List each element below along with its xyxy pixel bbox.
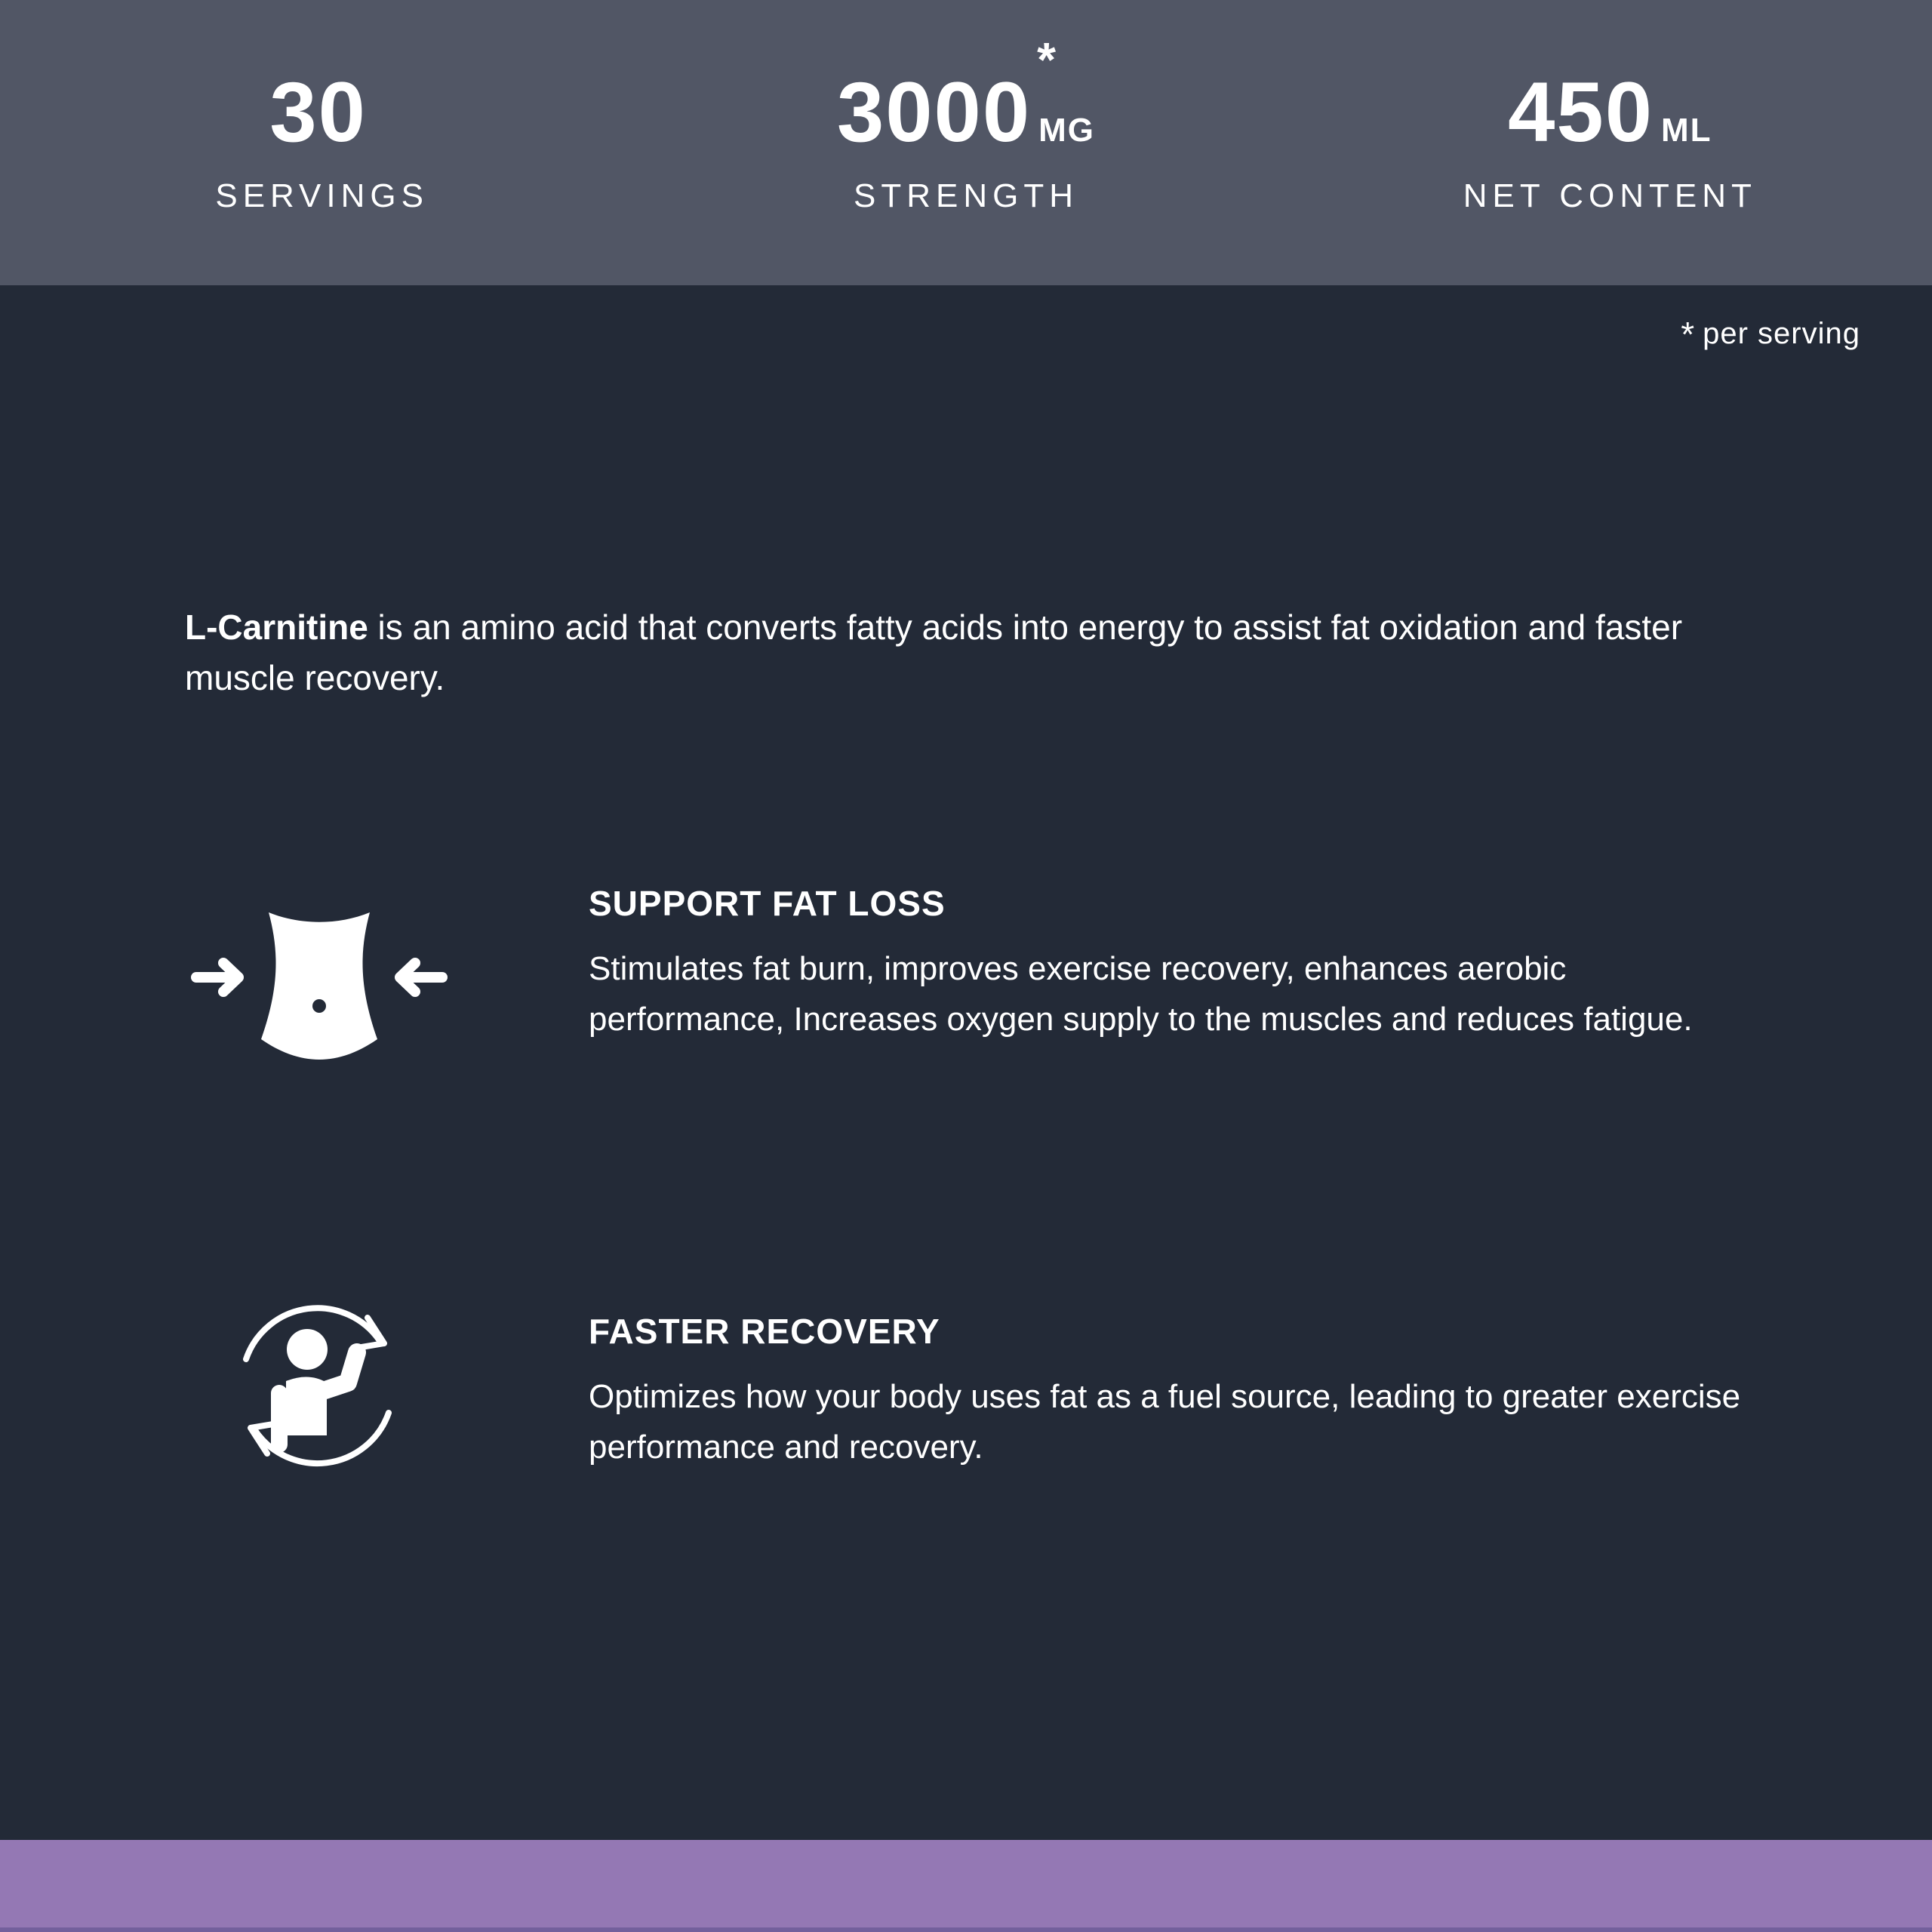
waist-slim-icon xyxy=(189,893,450,1082)
description-lead: L-Carnitine xyxy=(185,608,368,647)
feature-support-fat-loss xyxy=(589,883,1766,1044)
stat-net-content-number xyxy=(1508,65,1712,159)
servings-label: SERVINGS xyxy=(215,177,429,214)
strength-asterisk: * xyxy=(1037,32,1057,87)
feature-title-faster-recovery: FASTER RECOVERY xyxy=(589,1312,940,1351)
description-rest: is an amino acid that converts fatty acids into energy to assist fat oxidation and faster muscle recovery. xyxy=(185,608,1683,697)
stat-servings-number xyxy=(269,65,374,159)
strength-unit: MG xyxy=(1038,112,1096,149)
net-content-unit: ML xyxy=(1660,112,1712,149)
per-serving-text: per serving xyxy=(1703,317,1860,350)
stat-servings xyxy=(0,65,644,215)
stat-strength xyxy=(644,32,1287,215)
feature-title-support-fat-loss: SUPPORT FAT LOSS xyxy=(589,884,946,923)
servings-value: 30 xyxy=(269,65,367,159)
per-serving-note xyxy=(1681,317,1860,352)
stats-banner xyxy=(0,0,1932,285)
net-content-unit-wrap xyxy=(1661,114,1712,147)
strength-unit-wrap xyxy=(1037,32,1096,149)
strength-label: STRENGTH xyxy=(853,177,1078,214)
asterisk-symbol: * xyxy=(1681,315,1696,354)
stat-strength-number xyxy=(836,32,1096,159)
bottom-accent-bar-edge xyxy=(0,1927,1932,1932)
feature-body-support-fat-loss: Stimulates fat burn, improves exercise recovery, enhances aerobic performance, Increases oxygen supply to the muscles and reduces fatigue. xyxy=(589,950,1693,1038)
stat-net-content xyxy=(1288,65,1932,215)
net-content-value: 450 xyxy=(1508,65,1654,159)
bottom-accent-bar xyxy=(0,1840,1932,1932)
recovery-cycle-icon xyxy=(220,1287,414,1487)
feature-body-faster-recovery: Optimizes how your body uses fat as a fuel source, leading to greater exercise performance and recovery. xyxy=(589,1378,1741,1466)
feature-faster-recovery xyxy=(589,1311,1766,1472)
strength-value: 3000 xyxy=(836,65,1032,159)
product-description xyxy=(185,602,1762,703)
net-content-label: NET CONTENT xyxy=(1463,177,1757,214)
